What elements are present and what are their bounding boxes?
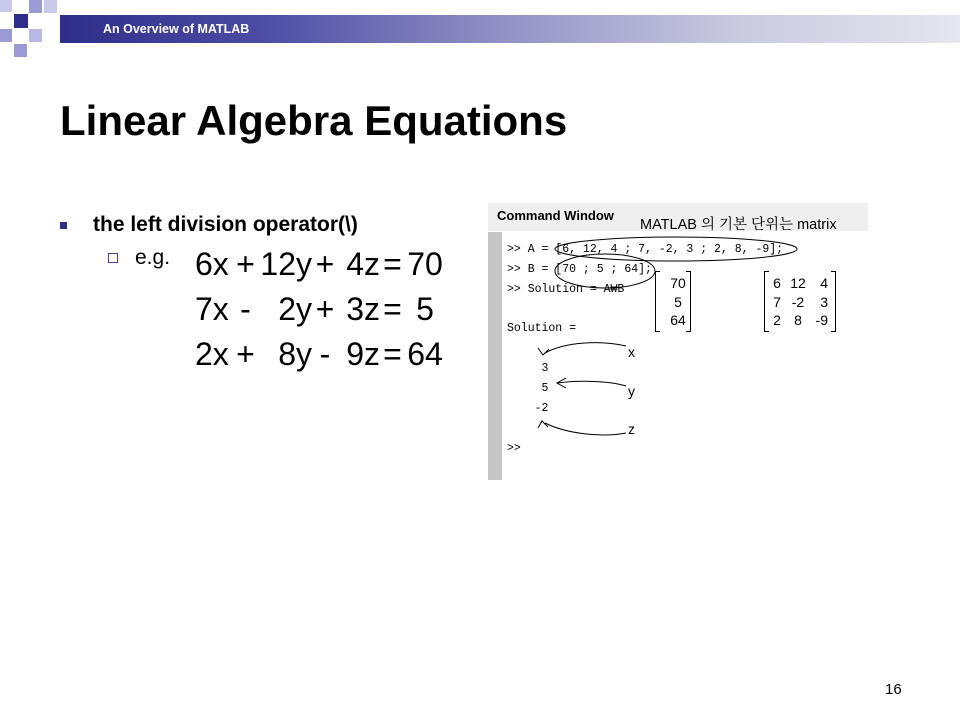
matrix-a-cell: 3: [820, 293, 828, 310]
command-output-line: 3: [507, 362, 549, 375]
equation-term: 2x: [195, 336, 229, 372]
slide-title: Linear Algebra Equations: [60, 97, 568, 144]
annotation-note: MATLAB 의 기본 단위는 matrix: [640, 217, 837, 233]
header-title: An Overview of MATLAB: [103, 22, 250, 36]
command-line: >> B = [70 ; 5 ; 64];: [507, 263, 652, 276]
unknown-label-y: y: [628, 383, 635, 399]
vector-b-value: 64: [670, 312, 686, 328]
matrix-a-cell: -9: [815, 312, 828, 328]
decor-square: [29, 29, 42, 42]
equation-operator: -: [319, 336, 331, 372]
vector-b-value: 5: [674, 293, 682, 310]
equation-equals: =: [383, 246, 402, 282]
command-window-left-margin: [488, 232, 502, 480]
decor-square: [14, 44, 27, 57]
decor-square: [29, 0, 42, 13]
command-window-title: Command Window: [497, 208, 614, 223]
page-number: 16: [885, 681, 902, 698]
matrix-a-cell: 2: [773, 312, 781, 328]
unknown-label-x: x: [628, 344, 635, 360]
matrix-a-cell: 12: [790, 275, 806, 291]
equation-rhs: 64: [407, 336, 443, 372]
equation-system: [195, 242, 445, 377]
matrix-a-cell: 6: [773, 275, 781, 291]
matrix-a-cell: -2: [791, 293, 805, 310]
command-line: >> A = [6, 12, 4 ; 7, -2, 3 ; 2, 8, -9];: [507, 243, 784, 256]
equation-operator: +: [236, 336, 255, 372]
vector-b-left-bracket: [655, 271, 660, 332]
equation-equals: =: [383, 336, 402, 372]
equation-term: 12y: [260, 246, 312, 282]
equation-term: 4z: [346, 246, 380, 282]
matrix-a-cell: 8: [794, 312, 802, 328]
equation-equals: =: [383, 291, 402, 327]
decor-square: [0, 0, 12, 12]
equation-term: 9z: [346, 336, 380, 372]
command-output-line: Solution =: [507, 322, 577, 335]
bullet-text: the left division operator(\): [93, 213, 358, 236]
command-window-screenshot: [488, 203, 868, 480]
decor-square: [14, 14, 28, 28]
command-prompt: >>: [507, 442, 521, 455]
vector-b-right-bracket: [686, 271, 691, 332]
command-line: >> Solution = A₩B: [507, 283, 625, 296]
equation-term: 3z: [346, 291, 380, 327]
vector-b-value: 70: [670, 275, 686, 291]
sub-bullet-text: e.g.: [135, 246, 171, 269]
equation-operator: +: [236, 246, 255, 282]
equation-rhs: 70: [407, 246, 443, 282]
command-output-line: 5: [507, 382, 549, 395]
equation-term: 8y: [278, 336, 312, 372]
equation-operator: +: [315, 291, 335, 327]
equation-term: 6x: [195, 246, 229, 282]
equation-term: 7x: [195, 291, 229, 327]
unknown-label-z: z: [628, 421, 635, 437]
decor-square: [44, 0, 57, 13]
matrix-a-cell: 7: [773, 293, 781, 310]
equation-term: 2y: [278, 291, 312, 327]
matrix-a-cell: 4: [820, 275, 828, 291]
matrix-a-right-bracket: [831, 271, 836, 332]
equation-operator: -: [240, 291, 251, 327]
equation-operator: +: [315, 246, 335, 282]
hollow-square-bullet-icon: [108, 253, 118, 263]
command-output-line: -2: [507, 402, 549, 415]
decor-square: [0, 29, 12, 42]
matrix-a: [768, 274, 828, 330]
bullet-square-icon: [60, 222, 67, 229]
equation-rhs: 5: [416, 291, 434, 327]
